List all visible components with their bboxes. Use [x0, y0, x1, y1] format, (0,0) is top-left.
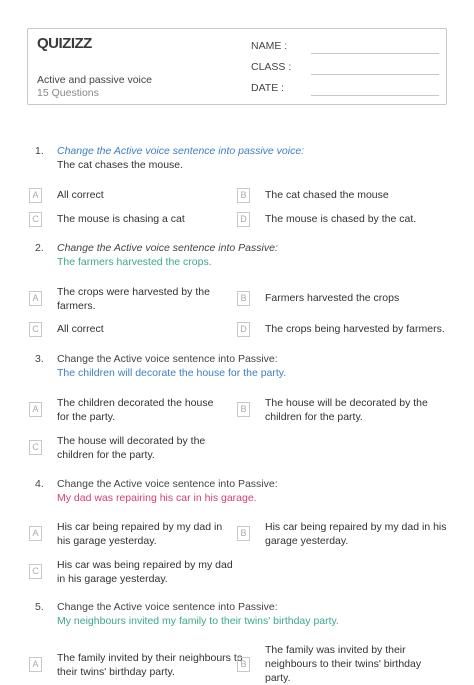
option-text: All correct: [57, 189, 104, 201]
worksheet-title: Active and passive voice: [37, 74, 152, 86]
option-letter: A: [29, 188, 42, 203]
option-letter: C: [29, 212, 42, 227]
option-letter: A: [29, 526, 42, 541]
option-letter: B: [237, 402, 250, 417]
option-text: The house will decorated by the children for the party.: [57, 435, 206, 461]
question-number: 1.: [35, 145, 44, 157]
date-label: DATE :: [251, 82, 285, 94]
question-prompt: Change the Active voice sentence into passive voice:: [57, 145, 305, 157]
question-number: 2.: [35, 242, 44, 254]
svg-text:QUIZIZZ: QUIZIZZ: [37, 35, 92, 52]
option-text: The children decorated the house for the party.: [57, 397, 214, 423]
option-letter: B: [237, 291, 250, 306]
option-letter: A: [29, 291, 42, 306]
option-text: The house will be decorated by the children for the party.: [265, 397, 428, 423]
option-letter: C: [29, 440, 42, 455]
name-line: [311, 53, 439, 54]
quizizz-logo: [37, 35, 97, 51]
option-letter: B: [237, 188, 250, 203]
option-letter: C: [29, 564, 42, 579]
option-text: The cat chased the mouse: [265, 189, 389, 201]
question-prompt: Change the Active voice sentence into Passive:: [57, 353, 278, 365]
question-number: 5.: [35, 601, 44, 613]
question-sentence: The farmers harvested the crops.: [57, 256, 212, 268]
question-prompt: Change the Active voice sentence into Passive:: [57, 478, 278, 490]
option-text: His car being repaired by my dad in his garage yesterday.: [57, 521, 223, 547]
option-text: The mouse is chasing a cat: [57, 213, 185, 225]
option-letter: B: [237, 657, 250, 672]
question-sentence: The cat chases the mouse.: [57, 159, 184, 171]
option-text: The family invited by their neighbours to their twins' birthday party.: [57, 652, 243, 678]
question-sentence: The children will decorate the house for the party.: [57, 367, 287, 379]
question-sentence: My dad was repairing his car in his garage.: [57, 492, 257, 504]
question-count: 15 Questions: [37, 87, 99, 99]
option-letter: A: [29, 657, 42, 672]
question-prompt: Change the Active voice sentence into Passive:: [57, 242, 278, 254]
option-text: The family was invited by their neighbours to their twins' birthday party.: [265, 644, 422, 684]
question-number: 3.: [35, 353, 44, 365]
option-text: The crops being harvested by farmers.: [265, 323, 445, 335]
class-line: [311, 74, 439, 75]
option-text: His car being repaired by my dad in his garage yesterday.: [265, 521, 447, 547]
question-sentence: My neighbours invited my family to their twins' birthday party.: [57, 615, 339, 627]
question-number: 4.: [35, 478, 44, 490]
option-text: The crops were harvested by the farmers.: [57, 286, 210, 312]
option-letter: A: [29, 402, 42, 417]
option-text: All correct: [57, 323, 104, 335]
option-letter: D: [237, 322, 250, 337]
class-label: CLASS :: [251, 61, 292, 73]
option-letter: D: [237, 212, 250, 227]
question-prompt: Change the Active voice sentence into Passive:: [57, 601, 278, 613]
worksheet-header: [27, 28, 447, 105]
option-letter: C: [29, 322, 42, 337]
name-label: NAME :: [251, 40, 288, 52]
option-letter: B: [237, 526, 250, 541]
option-text: The mouse is chased by the cat.: [265, 213, 417, 225]
date-line: [311, 95, 439, 96]
option-text: His car was being repaired by my dad in his garage yesterday.: [57, 559, 233, 585]
option-text: Farmers harvested the crops: [265, 292, 400, 304]
